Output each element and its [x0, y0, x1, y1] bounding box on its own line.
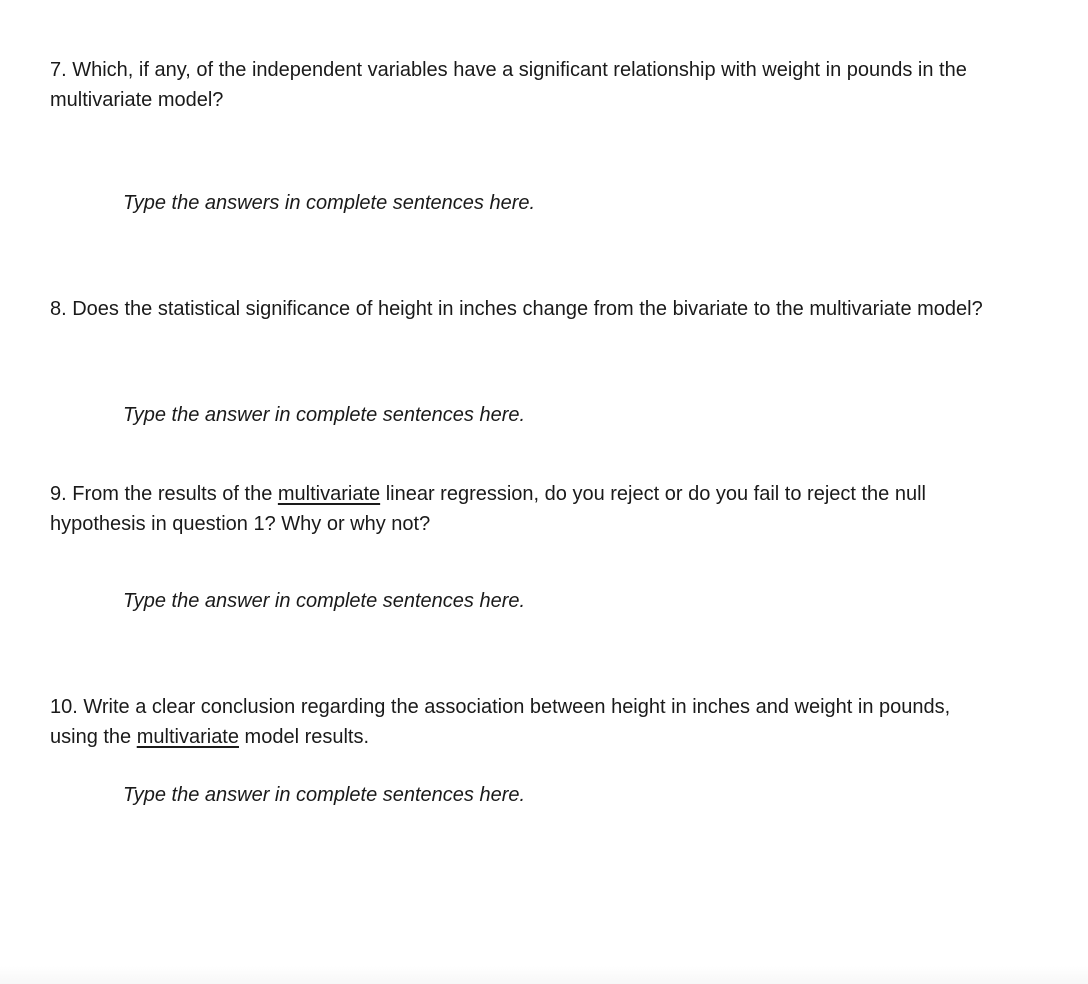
- question-10: [50, 692, 990, 752]
- question-9-text-before: 9. From the results of the: [50, 483, 278, 505]
- answer-9-placeholder[interactable]: Type the answer in complete sentences here.: [123, 590, 526, 612]
- question-10-text-before: 10. Write a clear conclusion regarding the association between height in inches and weight in pounds, using the: [50, 696, 951, 748]
- question-8-text: 8. Does the statistical significance of height in inches change from the bivariate to the multivariate model?: [50, 298, 983, 320]
- question-7: [50, 55, 990, 115]
- question-9-underlined-term: multivariate: [277, 483, 381, 505]
- question-8: [50, 294, 990, 324]
- answer-8-placeholder[interactable]: Type the answer in complete sentences here.: [123, 404, 526, 426]
- page-bottom-edge: [0, 966, 1088, 984]
- question-9: [50, 479, 990, 539]
- question-9-text-after: linear regression, do you reject or do you fail to reject the null hypothesis in question 1? Why or why not?: [50, 483, 926, 535]
- question-10-underlined-term: multivariate: [136, 726, 239, 748]
- answer-7-placeholder[interactable]: Type the answers in complete sentences here.: [123, 192, 536, 214]
- answer-10-placeholder[interactable]: Type the answer in complete sentences here.: [123, 784, 526, 806]
- question-10-text-after: model results.: [239, 726, 370, 748]
- question-7-text: 7. Which, if any, of the independent variables have a significant relationship with weight in pounds in the multivariate model?: [50, 59, 967, 111]
